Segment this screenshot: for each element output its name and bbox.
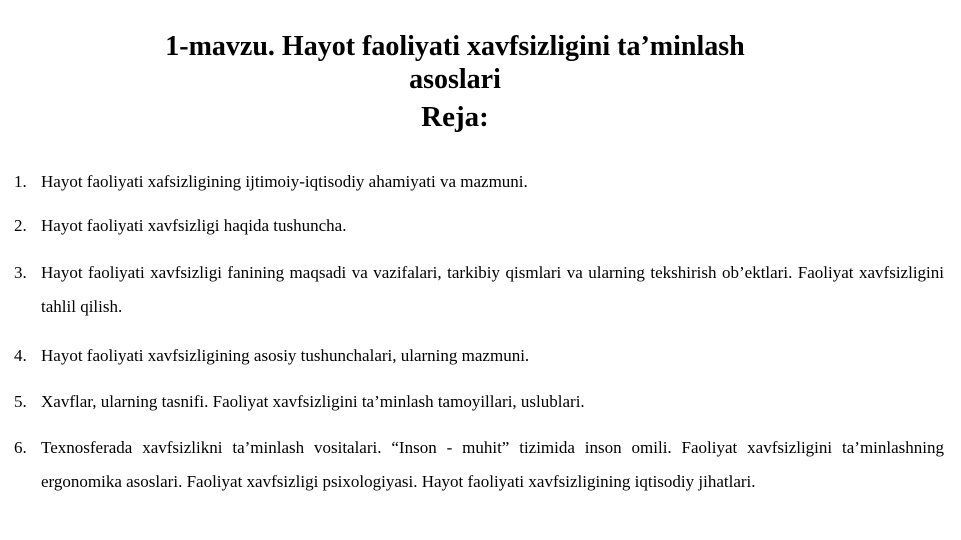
- page-title: [60, 30, 850, 96]
- list-item-text: Texnosferada xavfsizlikni ta’minlash vositalari. “Inson - muhit” tizimida inson omili. Faoliyat xavfsizligini ta’minlashning ergonomika asoslari. Faoliyat xavfsizligi psixologiyasi. Hayot faoliyati xavfsizligining iqtisodiy jihatlari.: [41, 438, 944, 491]
- list-item-text: Hayot faoliyati xafsizligining ijtimoiy-iqtisodiy ahamiyati va mazmuni.: [41, 172, 528, 191]
- title-line-1: 1-mavzu. Hayot faoliyati xavfsizligini ta’minlash: [165, 31, 745, 62]
- list-item-number: 6.: [14, 438, 27, 457]
- list-item-number: 1.: [14, 172, 27, 191]
- list-item-number: 2.: [14, 216, 27, 235]
- list-item-text: Hayot faoliyati xavfsizligi fanining maqsadi va vazifalari, tarkibiy qismlari va ularning tekshirish ob’ektlari. Faoliyat xavfsizligini tahlil qilish.: [41, 263, 944, 316]
- list-item-number: 5.: [14, 392, 27, 411]
- list-item-number: 3.: [14, 263, 27, 282]
- title-line-2: asoslari: [409, 64, 501, 95]
- list-item-text: Hayot faoliyati xavfsizligi haqida tushuncha.: [41, 216, 347, 235]
- list-item-text: Hayot faoliyati xavfsizligining asosiy tushunchalari, ularning mazmuni.: [41, 346, 530, 365]
- list-item-text: Xavflar, ularning tasnifi. Faoliyat xavfsizligini ta’minlash tamoyillari, uslublari.: [41, 392, 585, 411]
- list-item-number: 4.: [14, 346, 27, 365]
- plan-heading: Reja:: [421, 101, 489, 133]
